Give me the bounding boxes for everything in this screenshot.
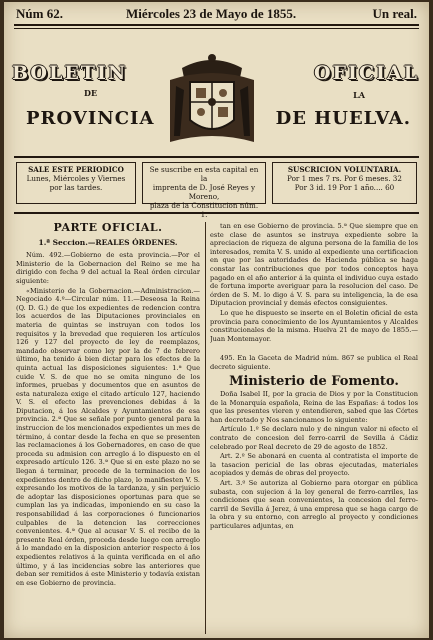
article-paragraph: Doña Isabel II, por la gracia de Dios y por la Constitucion de la Monarquía española, Reina de las Españas: á todos los que las presentes vieren y entendieren, sabed que las Córtes han decretado y Nos sancionamos lo siguiente: [210, 390, 418, 424]
left-column [16, 222, 200, 634]
masthead-oficial: OFICIAL [313, 62, 419, 84]
newspaper-page [4, 2, 429, 638]
publication-schedule: SALE ESTE PERIODICO Lunes, Miércoles y Viernes por las tardes. [16, 162, 136, 204]
header-rule-thin [14, 28, 419, 29]
article-paragraph: Núm. 492.—Gobierno de esta provincia.—Por el Ministerio de la Gobernacion del Reino se me ha dirigido con fecha 9 del actual la Real órden circular siguiente: [16, 251, 200, 285]
publication-info [16, 162, 417, 219]
masthead-rule [14, 156, 419, 158]
section-heading-parte-oficial: PARTE OFICIAL. [53, 222, 163, 234]
decree-note: 495. En la Gaceta de Madrid núm. 867 se publica el Real decreto siguiente. [210, 354, 418, 371]
issue-price: Un real. [372, 6, 417, 21]
royal-coat-of-arms-icon [162, 50, 262, 150]
article-paragraph: Lo que he dispuesto se inserte en el Boletin oficial de esta provincia para conocimiento de los Ayuntamientos y Alcaldes constitucionales de la misma. Huelva 21 de mayo de 1855.—Juan Montemayor. [210, 308, 418, 343]
article-paragraph: tan en ese Gobierno de provincia. 5.ª Que siempre que en este clase de asuntos se instruya expediente sobre la apreciacion de riqueza de alguna persona de la familia de los interesados, remita V. S. unido al expediente una certificacion en que por las autoridades de Hacienda pública se haga constar las contribuciones que por todos conceptos haya pagado en el año anterior á la quinta el individuo cuya estado de fortuna importe averiguar para la resolucion del caso. De órden de S. M. lo digo á V. S. para su inteligencia, la de esa Diputacion provincial y demás efectos consiguientes. [210, 222, 418, 308]
section-subheading: 1.ª Seccion.—REALES ÓRDENES. [38, 237, 178, 247]
ministerio-heading: Ministerio de Fomento. [229, 373, 399, 389]
header-rule [14, 24, 419, 26]
masthead-provincia: PROVINCIA [26, 108, 155, 129]
column-divider [205, 222, 206, 634]
masthead-boletin: BOLETIN [12, 62, 128, 84]
article-paragraph: Artículo 1.º Se declara nulo y de ningun valor ni efecto el contrato de concesion del ferro-carril de Sevilla á Cádiz celebrado por Real decreto de 29 de agosto de 1852. [210, 425, 418, 451]
article-paragraph: Art. 2.º Se abonará en cuenta al contratista el importe de la tasacion pericial de las obras ejecutadas, materiales acopiados y demás de obras del proyecto. [210, 452, 418, 478]
right-column [210, 222, 418, 634]
masthead-de-huelva: DE HUELVA. [275, 108, 411, 129]
subscription-location: Se suscribe en esta capital en la imprenta de D. José Reyes y Moreno, plaza de la Constitucion núm. 1. [142, 162, 266, 204]
subscription-prices: SUSCRICION VOLUNTARIA. Por 1 mes 7 rs. Por 6 meses. 32 Por 3 id. 19 Por 1 año.... 60 [272, 162, 417, 204]
article-paragraph: «Ministerio de la Gobernacion.—Administracion.—Negociado 4.º—Circular núm. 11.—Deseosa la Reina (Q. D. G.) de que los expedientes de redencion contra los acuerdos de las Diputaciones provinciales en materia de quintas se instruyan con todos los requisitos y la brevedad que requieren los artículos 126 y 127 del proyecto de ley de reemplazos, mandado observar como ley por la de 7 de febrero último, ha tenido á bien dictar para los efectos de la quinta actual las disposiciones siguientes: 1.ª Que cuide V. S. de que no se omita ninguno de los informes, pruebas y documentos que en asuntos de esta naturaleza exige el citado artículo 127, haciendo V. S. el efecto las prevenciones debidas á la Diputacion, á los Alcaldes y Ayuntamientos de esa provincia. 2.ª Que se señale por punto general para la instruccion de los mencionados expedientes un mes de término, á contar desde la fecha en que se presenten las reclamaciones á los Gobernadores, en caso de que proceda su admision con arreglo á lo dispuesto en el expresado artículo 126. 3.ª Que si en este plazo no se llegan á terminar, procede de la terminacion de los expedientes dentro de dicho plazo, lo manifiesten V. S. expresando los motivos de la tardanza, y sin perjuicio de adoptar las disposiciones oportunas para que se cumplan las ya indicadas, imponiendo en su caso la responsabilidad á las corporaciones ó funcionarios culpables de la detencion las correcciones convenientes. 4.ª Que al acusar V. S. el recibo de la presente Real órden, proceda desde luego con arreglo á lo mandado en la disposicion anterior respecto á los expedientes relativos á la quinta verificada en el año último, y á las incidencias sobre las anteriores que deban ser remitidos á este Ministerio y todavía existan en ese Gobierno de provincia. [16, 286, 200, 587]
issue-date: Miércoles 23 de Mayo de 1855. [126, 6, 297, 21]
issue-header [12, 6, 421, 22]
masthead-la: LA [353, 90, 365, 100]
article-paragraph: Art. 3.º Se autoriza al Gobierno para otorgar en pública subasta, con sujecion á la ley general de ferro-carriles, las condiciones que sean convenientes, la concesion del ferro-carril de Sevilla á Jerez, á una empresa que se haga cargo de la obra y su entorno, con arreglo al proyecto y condiciones particulares adjuntas, en [210, 479, 418, 530]
issue-number: Núm 62. [16, 6, 63, 21]
masthead-de: DE [84, 88, 98, 98]
info-rule [14, 212, 419, 214]
